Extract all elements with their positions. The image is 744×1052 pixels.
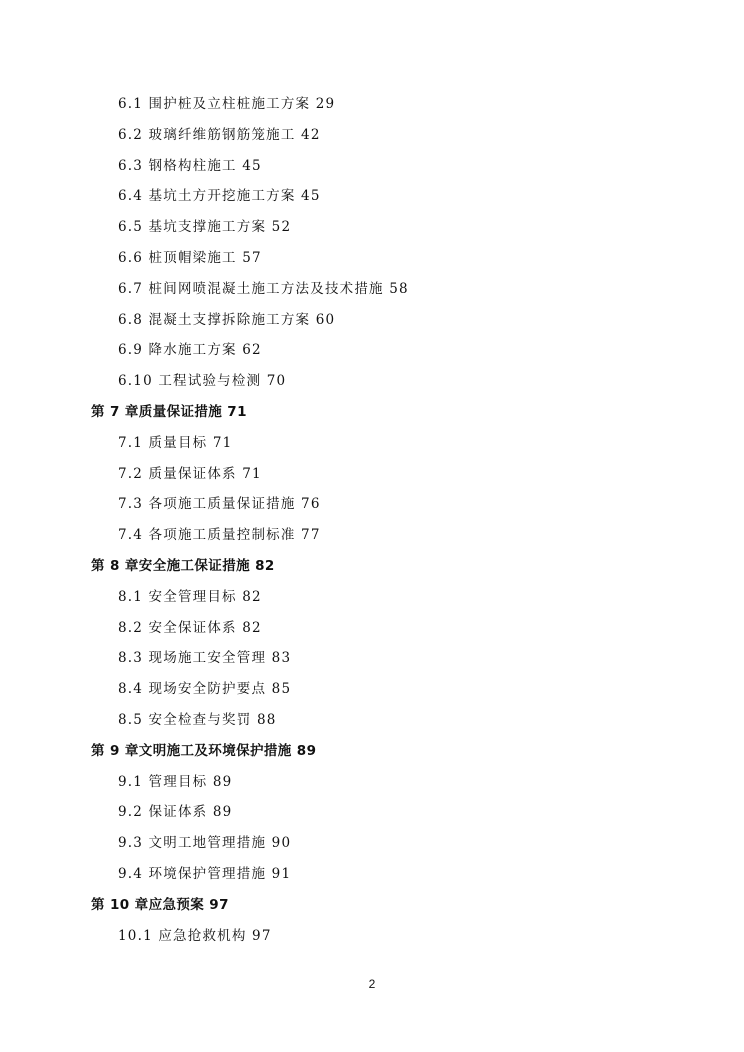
toc-section-entry: 6.4 基坑土方开挖施工方案 45 <box>118 188 321 205</box>
toc-section-entry: 6.9 降水施工方案 62 <box>118 342 262 359</box>
table-of-contents <box>0 89 744 951</box>
toc-section-entry: 6.5 基坑支撑施工方案 52 <box>118 219 292 236</box>
toc-section-entry: 6.6 桩顶帽梁施工 57 <box>118 249 262 266</box>
toc-section-entry: 9.2 保证体系 89 <box>118 804 233 821</box>
toc-section-entry: 6.7 桩间网喷混凝土施工方法及技术措施 58 <box>118 280 409 297</box>
toc-section-entry: 8.5 安全检查与奖罚 88 <box>118 711 277 728</box>
page-number: 2 <box>368 977 376 991</box>
toc-section-entry: 8.3 现场施工安全管理 83 <box>118 650 292 667</box>
toc-chapter-entry: 第 7 章质量保证措施 71 <box>91 403 247 420</box>
toc-section-entry: 8.4 现场安全防护要点 85 <box>118 681 292 698</box>
toc-chapter-entry: 第 8 章安全施工保证措施 82 <box>91 557 275 574</box>
toc-section-entry: 9.4 环境保护管理措施 91 <box>118 865 292 882</box>
toc-section-entry: 6.10 工程试验与检测 70 <box>118 373 287 390</box>
toc-section-entry: 9.1 管理目标 89 <box>118 773 233 790</box>
toc-section-entry: 6.8 混凝土支撑拆除施工方案 60 <box>118 311 336 328</box>
toc-section-entry: 10.1 应急抢救机构 97 <box>118 927 272 944</box>
toc-section-entry: 7.1 质量目标 71 <box>118 434 233 451</box>
toc-section-entry: 7.3 各项施工质量保证措施 76 <box>118 496 321 513</box>
toc-chapter-entry: 第 10 章应急预案 97 <box>91 896 229 913</box>
toc-section-entry: 6.1 围护桩及立柱桩施工方案 29 <box>118 96 336 112</box>
toc-section-entry: 6.3 钢格构柱施工 45 <box>118 157 262 174</box>
toc-section-entry: 9.3 文明工地管理措施 90 <box>118 835 292 852</box>
toc-section-entry: 8.2 安全保证体系 82 <box>118 619 262 636</box>
toc-section-entry: 7.2 质量保证体系 71 <box>118 465 262 482</box>
toc-chapter-entry: 第 9 章文明施工及环境保护措施 89 <box>91 742 317 759</box>
toc-section-entry: 8.1 安全管理目标 82 <box>118 588 262 605</box>
toc-section-entry: 7.4 各项施工质量控制标准 77 <box>118 527 321 544</box>
toc-section-entry: 6.2 玻璃纤维筋钢筋笼施工 42 <box>118 126 321 143</box>
